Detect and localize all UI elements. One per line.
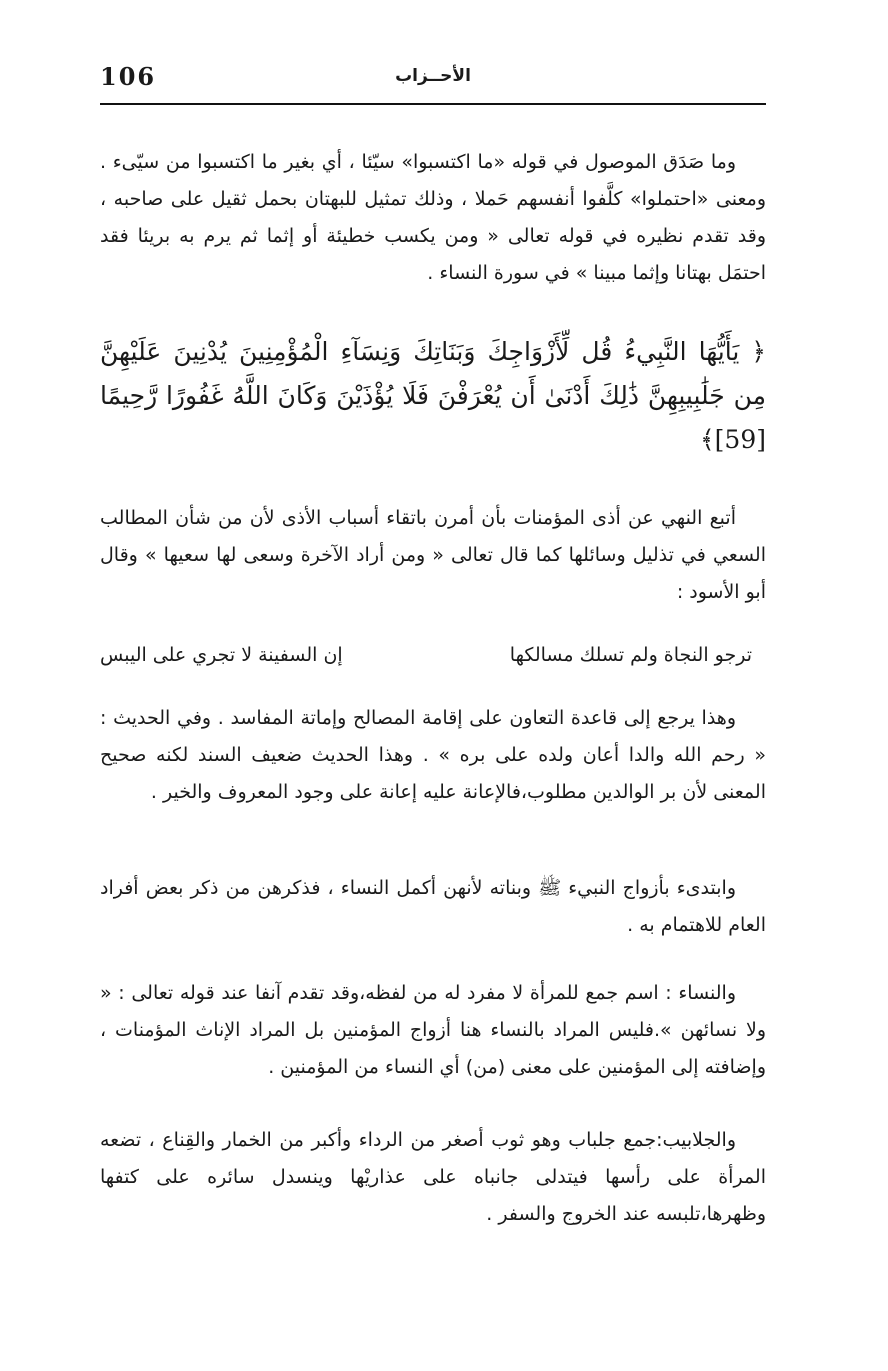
paragraph-6	[100, 1122, 766, 1233]
paragraph-text: والنساء : اسم جمع للمرأة لا مفرد له من لفظه،وقد تقدم آنفا عند قوله تعالى : « ولا نسائهن ».فليس المراد بالنساء هنا أزواج المؤمنين بل المراد الإناث المؤمنات ، وإضافته إلى المؤمنين على معنى (من) أي النساء من المؤمنين .	[100, 982, 766, 1078]
paragraph-3	[100, 700, 766, 811]
running-title: الأحــزاب	[395, 66, 471, 86]
poem-first-hemistich: ترجو النجاة ولم تسلك مسالكها	[509, 644, 752, 666]
paragraph-2	[100, 500, 766, 611]
poem-second-hemistich: إن السفينة لا تجري على اليبس	[100, 644, 343, 666]
paragraph-text: وهذا يرجع إلى قاعدة التعاون على إقامة المصالح وإماتة المفاسد . وفي الحديث : « رحم الله والدا أعان ولده على بره » . وهذا الحديث ضعيف السند لكنه صحيح المعنى لأن بر الوالدين مطلوب،فالإعانة عليه إعانة على وجود المعروف والخير .	[100, 707, 766, 803]
paragraph-4	[100, 870, 766, 944]
quran-verse: ﴿ يَأَيُّهَا النَّبِيءُ قُل لِّأَزْوَاجِكَ وَبَنَاتِكَ وَنِسَآءِ الْمُؤْمِنِينَ يُدْنِينَ عَلَيْهِنَّ مِن جَلَٰبِيبِهِنَّ ذَٰلِكَ أَدْنَىٰ أَن يُعْرَفْنَ فَلَا يُؤْذَيْنَ وَكَانَ اللَّهُ غَفُورًا رَّحِيمًا [59]﴾	[100, 337, 766, 454]
paragraph-text: والجلابيب:جمع جلباب وهو ثوب أصغر من الرداء وأكبر من الخمار والقِناع ، تضعه المرأة على رأسها فيتدلى جانباه على عذاريْها وينسدل سائره على كتفها وظهرها،تلبسه عند الخروج والسفر .	[100, 1129, 766, 1225]
page-number: 106	[100, 62, 157, 91]
paragraph-5	[100, 975, 766, 1086]
paragraph-1	[100, 144, 766, 292]
paragraph-text: وابتدىء بأزواج النبيء ﷺ وبناته لأنهن أكمل النساء ، فذكرهن من ذكر بعض أفراد العام للاهتمام به .	[100, 877, 766, 936]
page-header	[100, 60, 766, 100]
poem-verse	[100, 640, 766, 680]
paragraph-text: أتبع النهي عن أذى المؤمنات بأن أمرن باتقاء أسباب الأذى لأن من شأن المطالب السعي في تذليل وسائلها كما قال تعالى « ومن أراد الآخرة وسعى لها سعيها » وقال أبو الأسود :	[100, 507, 766, 603]
header-divider	[100, 103, 766, 105]
paragraph-text: وما صَدَق الموصول في قوله «ما اكتسبوا» سيّئا ، أي بغير ما اكتسبوا من سيّىء . ومعنى «احتملوا» كلَّفوا أنفسهم حَملا ، وذلك تمثيل للبهتان بحمل ثقيل على صاحبه ، وقد تقدم نظيره في قوله تعالى « ومن يكسب خطيئة أو إثما ثم يرم به بريئا فقد احتمَل بهتانا وإثما مبينا » في سورة النساء .	[100, 151, 766, 284]
